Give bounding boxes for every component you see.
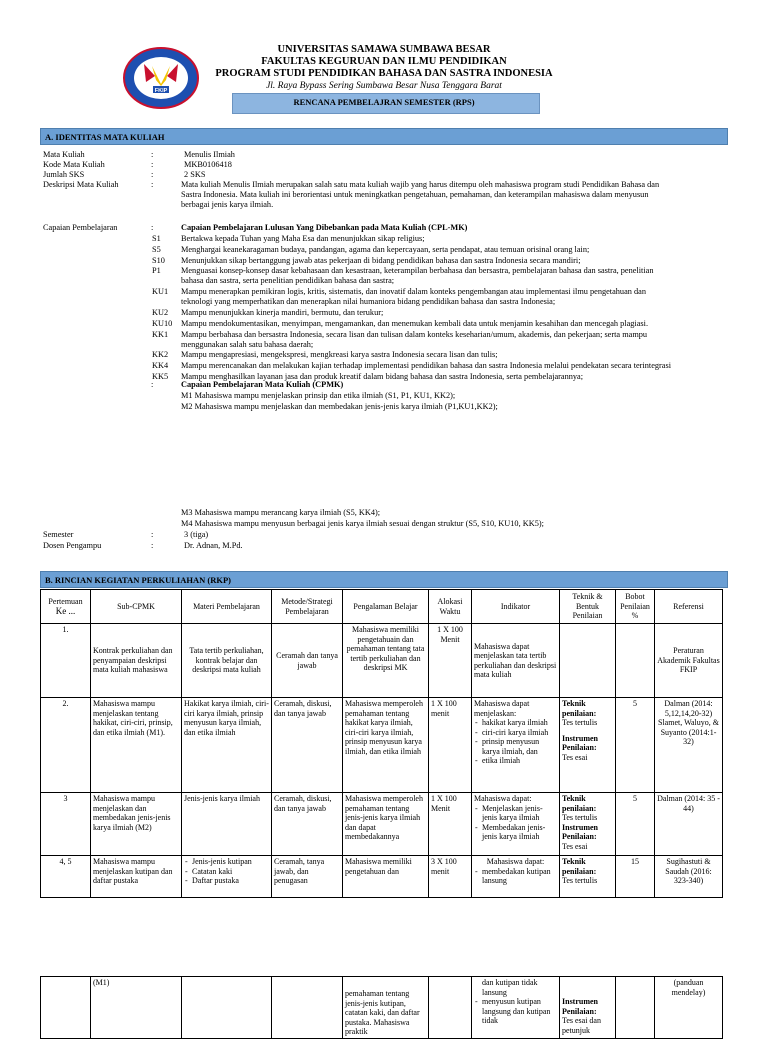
description-line: berbagai jenis karya ilmiah. [181, 200, 274, 209]
cpl-title: Capaian Pembelajaran Lulusan Yang Dibebankan pada Mata Kuliah (CPL-MK) [181, 223, 468, 232]
indicator-item: - menyusun kutipan langsung dan kutipan tidak [482, 997, 557, 1026]
row-indikator: Mahasiswa dapat menjelaskan tata tertib perkuliahan dan deskripsi mata kuliah [472, 624, 560, 698]
cpl-code: S10 [152, 255, 165, 265]
indicator-item: - membedakan kutipan lansung [482, 867, 557, 886]
row-subcpmk: (M1) [91, 977, 182, 1039]
cpl-code: KU1 [152, 287, 169, 297]
description-line: Sastra Indonesia. Mata kuliah ini berorientasi untuk meningkatkan pengetahuan, pemahaman, dan keterampilan mahasiswa dalam menyusun [181, 190, 649, 199]
table-row [41, 624, 723, 698]
header-subcpmk: Sub-CPMK [91, 590, 182, 624]
section-b-header: B. RINCIAN KEGIATAN PERKULIAHAN (RKP) [40, 571, 728, 588]
materi-item: - Jenis-jenis kutipan [192, 857, 269, 867]
row-indikator: dan kutipan tidak lansung - menyusun kutipan langsung dan kutipan tidak [472, 977, 560, 1039]
cpl-text: teknologi yang memperhatikan dan menerapkan nilai humaniora bidang pendidikan bahasa dan sastra Indonesia; [181, 297, 556, 307]
row-number: 1. [41, 624, 91, 698]
address: Jl. Raya Bypass Sering Sumbawa Besar Nusa Tenggara Barat [266, 81, 502, 91]
cpl-text: Menunjukkan sikap bertanggung jawab atas pekerjaan di bidang pendidikan bahasa dan sastra Indonesia secara mandiri; [181, 255, 581, 265]
cpl-code: S5 [152, 244, 161, 254]
indicator-item: - ciri-ciri karya ilmiah [482, 728, 557, 738]
row-bobot: 15 [616, 856, 655, 898]
cpl-code: KK4 [152, 361, 169, 371]
table-row [41, 698, 723, 793]
table-row [41, 977, 723, 1039]
row-metode: Ceramah dan tanya jawab [272, 624, 343, 698]
row-materi [182, 856, 272, 898]
row-materi: Jenis-jenis karya ilmiah [182, 793, 272, 856]
row-teknik [560, 624, 616, 698]
row-alokasi: 1 X 100 menit [429, 698, 472, 793]
description-label: Deskripsi Mata Kuliah [43, 180, 119, 189]
row-pengalaman: pemahaman tentang jenis-jenis kutipan, catatan kaki, dan daftar pustaka. Mahasiswa praktik [343, 977, 429, 1039]
row-pengalaman: Mahasiswa memperoleh pemahaman tentang hakikat karya ilmiah, ciri-ciri karya ilmiah, prinsip menyusun karya ilmiah, dan etika ilmiah [343, 698, 429, 793]
colon: : [151, 530, 154, 539]
row-teknik: Teknik penilaian: Tes tertulis Instrumen Penilaian: Tes esai [560, 698, 616, 793]
table-row [41, 856, 723, 898]
cpl-text: Mampu mengapresiasi, mengekspresi, mengkreasi karya sastra Indonesia secara lisan dan tulis; [181, 350, 498, 360]
cpl-text: Mampu menunjukkan kinerja mandiri, bermutu, dan terukur; [181, 308, 384, 317]
cpl-code: KK1 [152, 329, 169, 339]
colon: : [151, 541, 154, 550]
field-value: MKB0106418 [184, 160, 232, 169]
row-number: 3 [41, 793, 91, 856]
semester-value: 3 (tiga) [184, 530, 209, 539]
header-bobot: Bobot Penilaian % [616, 590, 655, 624]
row-referensi: Peraturan Akademik Fakultas FKIP [655, 624, 723, 698]
program-name: PROGRAM STUDI PENDIDIKAN BAHASA DAN SASTRA INDONESIA [215, 68, 553, 79]
row-materi: Tata tertib perkuliahan, kontrak belajar dan deskripsi mata kuliah [182, 624, 272, 698]
cpmk-title: Capaian Pembelajaran Mata Kuliah (CPMK) [181, 380, 344, 389]
cpl-text: Mampu merencanakan dan melakukan kajian terhadap implementasi pendidikan bahasa dan sastra Indonesia melalui pendekatan secara terintegrasi [181, 361, 672, 371]
row-teknik: Teknik penilaian: Tes tertulis Instrumen Penilaian: Tes esai [560, 793, 616, 856]
row-bobot: 5 [616, 698, 655, 793]
row-pengalaman: Mahasiswa memiliki pengetahuan dan [343, 856, 429, 898]
row-subcpmk: Mahasiswa mampu menjelaskan dan membedakan jenis-jenis karya ilmiah (M2) [91, 793, 182, 856]
cpl-code: KU10 [152, 318, 173, 328]
colon: : [151, 180, 154, 189]
cpl-code: P1 [152, 266, 161, 276]
row-indikator: Mahasiswa dapat menjelaskan: - hakikat karya ilmiah - ciri-ciri karya ilmiah - prinsip menyusun karya ilmiah, dan - etika ilmiah [472, 698, 560, 793]
row-subcpmk: Mahasiswa mampu menjelaskan kutipan dan daftar pustaka [91, 856, 182, 898]
cpl-text: Mampu mendokumentasikan, menyimpan, mengamankan, dan menemukan kembali data untuk menjamin kesahihan dan mencegah plagiasi. [181, 318, 649, 328]
field-value: Menulis Ilmiah [184, 150, 235, 159]
cpmk-item: M2 Mahasiswa mampu menjelaskan dan membedakan jenis-jenis karya ilmiah (P1,KU1,KK2); [181, 402, 498, 411]
row-alokasi: 1 X 100 Menit [429, 624, 472, 698]
row-teknik: Instrumen Penilaian: Tes esai dan petunjuk [560, 977, 616, 1039]
capaian-label: Capaian Pembelajaran [43, 223, 118, 232]
colon: : [151, 380, 154, 389]
materi-item: - Daftar pustaka [192, 876, 269, 886]
indicator-item: - etika ilmiah [482, 756, 557, 766]
row-subcpmk: Mahasiswa mampu menjelaskan tentang hakikat, ciri-ciri, prinsip, dan etika ilmiah (M1). [91, 698, 182, 793]
svg-text:FKIP: FKIP [154, 88, 168, 94]
cpl-text: Bertakwa kepada Tuhan yang Maha Esa dan menunjukkan sikap religius; [181, 234, 425, 243]
colon: : [151, 150, 154, 159]
materi-item: - Catatan kaki [192, 867, 269, 877]
cpl-code: KK2 [152, 350, 169, 360]
row-indikator: Mahasiswa dapat: - membedakan kutipan lansung [472, 856, 560, 898]
row-referensi: Dalman (2014: 35 - 44) [655, 793, 723, 856]
row-number: 2. [41, 698, 91, 793]
colon: : [151, 223, 154, 232]
cpmk-item: M1 Mahasiswa mampu menjelaskan prinsip dan etika ilmiah (S1, P1, KU1, KK2); [181, 391, 456, 400]
header-alokasi: Alokasi Waktu [429, 590, 472, 624]
row-alokasi: 1 X 100 Menit [429, 793, 472, 856]
header-teknik: Teknik & Bentuk Penilaian [560, 590, 616, 624]
description-line: Mata kuliah Menulis Ilmiah merupakan salah satu mata kuliah wajib yang harus ditempu oleh mahasiswa program studi Pendidikan Bahasa dan [181, 180, 660, 189]
header-referensi: Referensi [655, 590, 723, 624]
table-row [41, 793, 723, 856]
indicator-item: - Menjelaskan jenis-jenis karya ilmiah [482, 804, 557, 823]
row-bobot: 5 [616, 793, 655, 856]
cpl-text: Menguasai konsep-konsep dasar kebahasaan dan kesastraan, keterampilan berbahasa dan bersastra, pembelajaran bahasa dan sastra, penelitian [181, 266, 654, 276]
cpl-text: Mampu berbahasa dan bersastra Indonesia, secara lisan dan tulisan dalam konteks keseharian/umum, akademis, dan pekerjaan; serta mampu [181, 329, 648, 339]
dosen-value: Dr. Adnan, M.Pd. [184, 541, 243, 550]
row-alokasi: 3 X 100 menit [429, 856, 472, 898]
header-metode: Metode/Strategi Pembelajaran [272, 590, 343, 624]
section-a-header: A. IDENTITAS MATA KULIAH [40, 128, 728, 145]
rkp-table-continued [40, 976, 723, 1039]
colon: : [151, 170, 154, 179]
row-referensi: Dalman (2014: 5,12,14,20-32) Slamet, Waluyo, & Suyanto (2014:1-32) [655, 698, 723, 793]
header-pertemuan: Pertemuan Ke ... [41, 590, 91, 624]
table-header-row [41, 590, 723, 624]
header-pengalaman: Pengalaman Belajar [343, 590, 429, 624]
cpl-code: KU2 [152, 308, 169, 317]
row-metode: Ceramah, tanya jawab, dan penugasan [272, 856, 343, 898]
cpl-code: KK5 [152, 372, 169, 381]
row-metode: Ceramah, diskusi, dan tanya jawab [272, 793, 343, 856]
indicator-item: - Membedakan jenis-jenis karya ilmiah [482, 823, 557, 842]
faculty-name: FAKULTAS KEGURUAN DAN ILMU PENDIDIKAN [261, 56, 507, 67]
cpl-text: bahasa dan sastra, serta penelitian pendidikan bahasa dan sastra; [181, 276, 395, 286]
row-materi: Hakikat karya ilmiah, ciri-ciri karya ilmiah, prinsip menyusun karya ilmiah, dan etika ilmiah [182, 698, 272, 793]
field-value: 2 SKS [184, 170, 206, 179]
row-referensi: Sugihastuti & Saudah (2016: 323-340) [655, 856, 723, 898]
row-referensi: (panduan mendelay) [655, 977, 723, 1039]
cpl-text: Mampu menghasilkan layanan jasa dan produk kreatif dalam bidang bahasa dan sastra Indonesia, serta pembelajarannya; [181, 372, 584, 381]
row-number: 4, 5 [41, 856, 91, 898]
header-materi: Materi Pembelajaran [182, 590, 272, 624]
field-label: Mata Kuliah [43, 150, 85, 159]
cpl-text: Mampu menerapkan pemikiran logis, kritis, sistematis, dan inovatif dalam konteks pengembangan atau implementasi ilmu pengetahuan dan [181, 287, 646, 297]
cpmk-item: M3 Mahasiswa mampu merancang karya ilmiah (S5, KK4); [181, 508, 381, 517]
header-indikator: Indikator [472, 590, 560, 624]
cpl-text: Menghargai keanekaragaman budaya, pandangan, agama dan kepercayaan, serta pendapat, atau temuan orisinal orang lain; [181, 244, 590, 254]
field-label: Jumlah SKS [43, 170, 85, 179]
row-metode: Ceramah, diskusi, dan tanya jawab [272, 698, 343, 793]
document-title: RENCANA PEMBELAJRAN SEMESTER (RPS) [293, 97, 475, 107]
row-pengalaman: Mahasiswa memiliki pengetahuain dan pemahaman tentang tata tertib perkuliahan dan deskripsi MK [343, 624, 429, 698]
university-name: UNIVERSITAS SAMAWA SUMBAWA BESAR [277, 44, 491, 55]
indicator-item: - prinsip menyusun karya ilmiah, dan [482, 737, 557, 756]
rkp-table [40, 589, 723, 898]
colon: : [151, 160, 154, 169]
cpl-text: menggunakan salah satu bahasa daerah; [181, 339, 314, 349]
cpl-code: S1 [152, 234, 161, 243]
row-indikator: Mahasiswa dapat: - Menjelaskan jenis-jenis karya ilmiah - Membedakan jenis-jenis karya ilmiah [472, 793, 560, 856]
cpmk-item: M4 Mahasiswa mampu menyusun berbagai jenis karya ilmiah sesuai dengan struktur (S5, S10, KU10, KK5); [181, 519, 544, 528]
dosen-label: Dosen Pengampu [43, 541, 102, 550]
row-pengalaman: Mahasiswa memperoleh pemahaman tentang jenis-jenis karya ilmiah dan dapat membedakannya [343, 793, 429, 856]
field-label: Kode Mata Kuliah [43, 160, 105, 169]
indicator-item: - hakikat karya ilmiah [482, 718, 557, 728]
row-subcpmk: Kontrak perkuliahan dan penyampaian deskripsi mata kuliah mahasiswa [91, 624, 182, 698]
row-teknik: Teknik penilaian: Tes tertulis [560, 856, 616, 898]
semester-label: Semester [43, 530, 74, 539]
row-bobot [616, 624, 655, 698]
